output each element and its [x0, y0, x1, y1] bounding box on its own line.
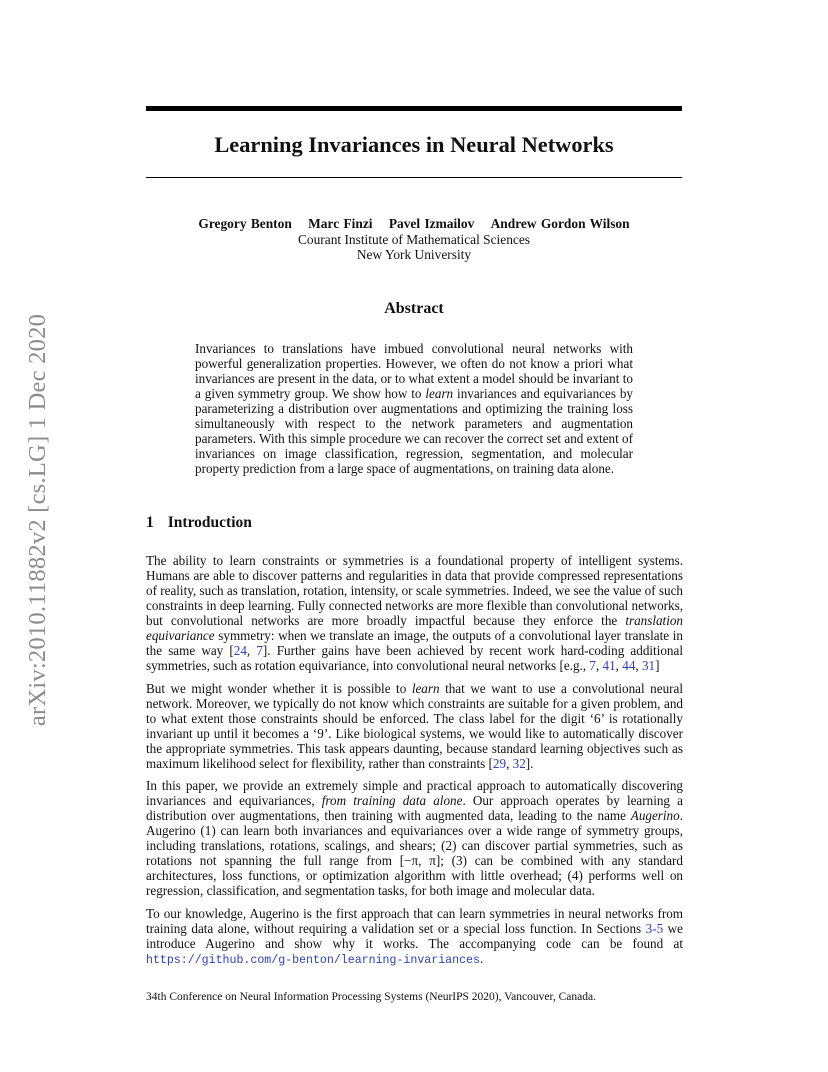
text-run: ]. — [525, 755, 534, 771]
citation-link[interactable]: 31 — [641, 658, 656, 674]
section-reference-link[interactable]: 3-5 — [645, 920, 664, 936]
abstract-text-part: Invariances to translations have imbued convolutional neural networks with powerful generalization properties. However, we often do not know a priori what invariances are present in the data, or to what extent a model should be invariant to a given symmetry group. We show how to — [195, 341, 633, 402]
emphasis: translation equivariance — [146, 613, 683, 644]
arxiv-identifier — [16, 290, 60, 750]
citation-link[interactable]: 7 — [589, 658, 596, 674]
author-university: New York University — [356, 247, 472, 262]
text-run: that we want to use a convolutional neural network. Moreover, we typically do not know which constraints are suitable for a given problem, and to what extent those constraints should be enforced. The class label for the digit ‘6’ is rotationally invariant up until it becomes a ‘9’. Like biological systems, we would like to automatically discover the appropriate symmetries. This task appears daunting, because standard learning objectives such as maximum likelihood select for flexibility, rather than constraints [ — [146, 680, 684, 771]
math-interval: [−π, π] — [399, 853, 441, 869]
text-run: . — [479, 950, 484, 966]
text-run: ; (3) can be combined with any standard architectures, loss functions, or optimization algorithm with little overhead; (4) performs well on regression, classification, and segmentation tasks, for both image and molecular data. — [146, 853, 683, 899]
paragraph-2: But we might wonder whether it is possible to learn that we want to use a convolutional neural network. Moreover, we typically do not know which constraints are suitable for a given problem, and to what extent those constraints should be enforced. The class label for the digit ‘6’ is rotationally invariant up until it becomes a ‘9’. Like biological systems, we would like to automatically discover the appropriate symmetries. This task appears daunting, because standard learning objectives such as maximum likelihood select for flexibility, rather than constraints [29, 32]. — [146, 680, 684, 771]
section-number: 1 — [146, 514, 154, 531]
author-names — [146, 216, 682, 232]
paragraph-3 — [146, 778, 683, 898]
author-name: Marc Finzi — [308, 216, 373, 231]
citation-link[interactable]: 29 — [492, 755, 507, 771]
paragraph-4 — [146, 906, 683, 968]
abstract-heading: Abstract — [384, 300, 444, 317]
title-bottom-rule — [146, 177, 682, 178]
abstract-text — [195, 341, 633, 476]
paper-title: Learning Invariances in Neural Networks — [214, 132, 614, 157]
citation-link[interactable]: 41 — [602, 658, 616, 674]
author-name: Andrew Gordon Wilson — [490, 216, 630, 231]
section-title: Introduction — [167, 514, 252, 531]
citation-link[interactable]: 44 — [622, 658, 636, 674]
conference-footnote: 34th Conference on Neural Information Processing Systems (NeurIPS 2020), Vancouver, Canada. — [146, 991, 596, 1003]
citation-link[interactable]: 24 — [233, 643, 247, 659]
text-run: . Our approach operates by learning a distribution over augmentations, then training with augmented data, leading to the name — [146, 793, 683, 824]
text-run: we introduce Augerino and show why it works. The accompanying code can be found at — [146, 920, 683, 951]
citation-link[interactable]: 32 — [512, 755, 526, 771]
citation-link[interactable]: 7 — [256, 643, 263, 659]
text-run: But we might wonder whether it is possible to — [146, 680, 412, 696]
paragraph-1: The ability to learn constraints or symmetries is a foundational property of intelligent systems. Humans are able to discover patterns and regularities in data that provide compressed representations of reality, such as translation, rotation, intensity, or scale symmetries. Indeed, we see the value of such constraints in deep learning. Fully connected networks are more flexible than convolutional networks, but convolutional networks are more broadly impactful because they enforce the translation equivariance symmetry: when we translate an image, the outputs of a convolutional layer translate in the same way [24, 7]. Further gains have been achieved by recent work hard-coding additional symmetries, such as rotation equivariance, into convolutional neural networks [e.g., 7, 41, 44, 31] — [146, 553, 683, 674]
text-run: To our knowledge, Augerino is the first approach that can learn symmetries in neural networks from training data alone, without requiring a validation set or a special loss function. In Sections — [146, 905, 683, 936]
section-heading — [146, 513, 252, 533]
author-name: Gregory Benton — [198, 216, 292, 231]
title-top-rule — [146, 106, 682, 111]
author-block — [146, 216, 682, 263]
text-run: ]. Further gains have been achieved by recent work hard-coding additional symmetries, such as rotation equivariance, into convolutional neural networks [e.g., — [146, 643, 683, 674]
code-url-link[interactable]: https://github.com/g-benton/learning-invariances — [146, 953, 480, 967]
text-run: In this paper, we provide an extremely simple and practical approach to automatically discovering invariances and equivariances, — [146, 778, 683, 809]
text-run: ] — [655, 658, 660, 674]
abstract-text-part: invariances and equivariances by parameterizing a distribution over augmentations and optimizing the training loss simultaneously with respect to the network parameters and augmentation parameters. With this simple procedure we can recover the correct set and extent of invariances on image classification, regression, segmentation, and molecular property prediction from a large space of augmentations, on training data alone. — [195, 386, 633, 477]
author-affiliation: Courant Institute of Mathematical Sciences — [297, 231, 531, 247]
author-name: Pavel Izmailov — [388, 216, 475, 231]
text-run: The ability to learn constraints or symmetries is a foundational property of intelligent systems. Humans are able to discover patterns and regularities in data that provide compressed representations of reality, such as translation, rotation, intensity, or scale symmetries. Indeed, we see the value of such constraints in deep learning. Fully connected networks are more flexible than convolutional networks, but convolutional networks are more broadly impactful because they enforce the — [146, 553, 683, 629]
emphasis: learn — [411, 680, 440, 696]
emphasis-augerino: Augerino — [630, 808, 680, 824]
arxiv-identifier-text: arXiv:2010.11882v2 [cs.LG] 1 Dec 2020 — [24, 313, 51, 727]
emphasis: from training data alone — [321, 793, 463, 809]
introduction-body — [146, 553, 683, 975]
text-run: . Augerino (1) can learn both invariances and equivariances over a wide range of symmetry groups, including translations, rotations, scalings, and shears; (2) can discover partial symmetries, such as rotations not spanning the full range from — [146, 808, 683, 869]
text-run: symmetry: when we translate an image, the outputs of a convolutional layer translate in the same way [ — [146, 628, 683, 659]
abstract-emphasis: learn — [425, 386, 454, 402]
